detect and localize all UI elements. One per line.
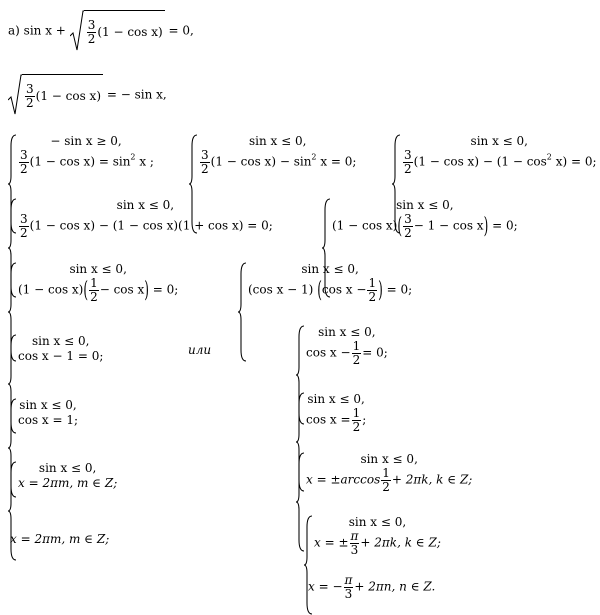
system-7: sin x ≤ 0, (cos x − 1) (cos x − $\frac{1}{2}$ ) = 0;	[238, 262, 412, 362]
system-13: sin x ≤ 0, x = ±arccos $\frac{1}{2}$ + 2πk, k ∈ Z;	[296, 452, 472, 552]
system-14: sin x ≤ 0, x = ± $\frac{\pi}{3}$ + 2πk, k ∈ Z;	[304, 515, 441, 615]
sqrt: $\frac{3}{2}$ (1 − cos x)	[70, 10, 165, 52]
part-label: а)	[8, 23, 20, 38]
result-2: x = − $\frac{\pi}{3}$ + 2πn, n ∈ Z.	[308, 573, 436, 601]
fraction-3-2: $\frac{3}{2}$	[26, 81, 34, 110]
system-11: sin x ≤ 0, cos x = $\frac{1}{2}$ ;	[296, 392, 366, 492]
system-8: sin x ≤ 0, cos x − 1 = 0;	[8, 334, 103, 434]
equation-0: а) sin x + $\frac{3}{2}$ (1 − cos x) = 0,	[8, 10, 194, 52]
sqrt: $\frac{3}{2}$ (1 − cos x)	[8, 74, 103, 116]
system-4: sin x ≤ 0, $\frac{3}{2}$ (1 − cos x) − (1 − cos x)(1 + cos x) = 0;	[8, 198, 273, 298]
system-9: sin x ≤ 0, cos x − $\frac{1}{2}$ = 0;	[296, 325, 388, 425]
system-2: sin x ≤ 0, $\frac{3}{2}$ $(1 - \cos x) - \sin^2 x = 0$;	[189, 134, 356, 234]
fraction-3-2: $\frac{3}{2}$	[87, 17, 96, 46]
system-12: sin x ≤ 0, x = 2πm, m ∈ Z;	[8, 461, 117, 561]
equation-1: $\frac{3}{2}$ (1 − cos x) = − sin x,	[8, 74, 167, 116]
system-3: sin x ≤ 0, $\frac{3}{2}$ $(1 - \cos x) - (1 - \cos^2 x) = 0$;	[392, 134, 597, 234]
system-5: sin x ≤ 0, (1 − cos x)( $\frac{3}{2}$ − 1 − cos x) = 0;	[322, 198, 518, 298]
system-1: − sin x ≥ 0, $\frac{3}{2}$ $(1 - \cos x) = \sin^2 x$ ;	[8, 134, 154, 234]
system-6: sin x ≤ 0, (1 − cos x)( $\frac{1}{2}$ − cos x) = 0;	[8, 262, 178, 362]
result-1: x = 2πm, m ∈ Z;	[10, 532, 110, 546]
or-word: или	[188, 343, 212, 357]
brace-icon	[238, 262, 247, 362]
system-10: sin x ≤ 0, cos x = 1;	[8, 398, 78, 498]
